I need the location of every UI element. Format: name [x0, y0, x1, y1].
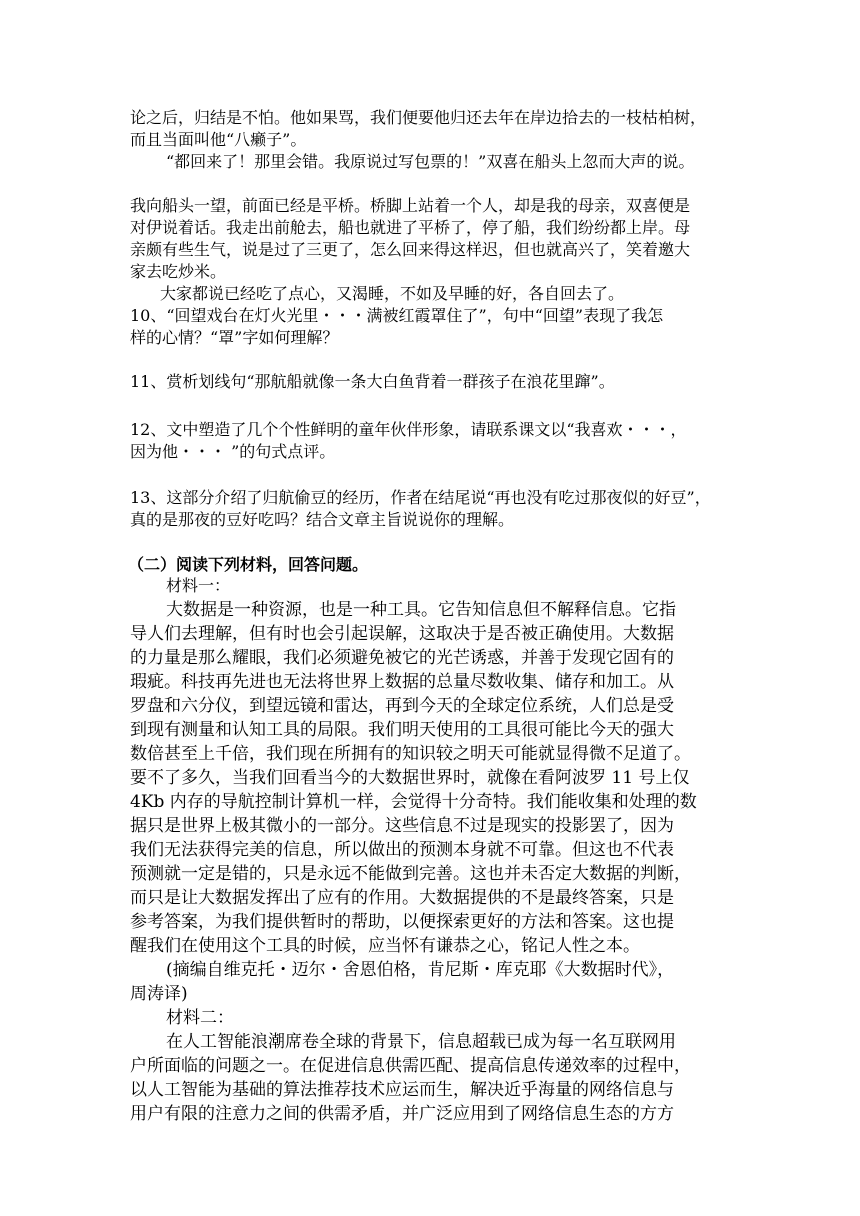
question-13-line: 13、这部分介绍了归航偷豆的经历，作者在结尾说“再也没有吃过那夜似的好豆”，	[130, 488, 711, 507]
material-1-line: 预测就一定是错的，只是永远不能做到完善。这也并未否定大数据的判断，	[130, 864, 691, 884]
material-2-label: 材料二：	[166, 1008, 234, 1028]
material-1-line: 大数据是一种资源，也是一种工具。它告知信息但不解释信息。它指	[166, 600, 676, 620]
material-1-line: 的力量是那么耀眼，我们必须避免被它的光芒诱惑，并善于发现它固有的	[130, 648, 674, 668]
citation-line: 周涛译)	[130, 984, 188, 1004]
material-2-line: 户所面临的问题之一。在促进信息供需匹配、提高信息传递效率的过程中，	[130, 1056, 691, 1076]
material-2-line: 在人工智能浪潮席卷全球的背景下，信息超载已成为每一名互联网用	[166, 1032, 676, 1052]
story-line: 家去吃炒米。	[130, 262, 227, 281]
material-1-line: 醒我们在使用这个工具的时候，应当怀有谦恭之心，铭记人性之本。	[130, 936, 640, 956]
story-line: 我向船头一望，前面已经是平桥。桥脚上站着一个人，却是我的母亲，双喜便是	[130, 196, 691, 215]
story-line: 大家都说已经吃了点心，又渴睡，不如及早睡的好，各自回去了。	[160, 284, 625, 303]
material-1-line: 罗盘和六分仪，到望远镜和雷达，再到今天的全球定位系统，人们总是受	[130, 696, 674, 716]
material-1-label: 材料一：	[166, 576, 231, 595]
material-1-line: 要不了多久，当我们回看当今的大数据世界时，就像在看阿波罗 11 号上仅	[130, 768, 690, 788]
material-1-line: 而只是让大数据发挥出了应有的作用。大数据提供的不是最终答案，只是	[130, 888, 674, 908]
material-2-line: 用户有限的注意力之间的供需矛盾，并广泛应用到了网络信息生态的方方	[130, 1104, 674, 1124]
story-line: 对伊说着话。我走出前舱去，船也就进了平桥了，停了船，我们纷纷都上岸。母	[130, 218, 691, 237]
story-line: 论之后，归结是不怕。他如果骂，我们便要他归还去年在岸边拾去的一枝枯柏树，	[130, 108, 707, 127]
question-12-line: 因为他・・・ ”的句式点评。	[130, 442, 336, 461]
story-line: “都回来了！那里会错。我原说过写包票的！”双喜在船头上忽而大声的说。	[166, 152, 695, 171]
material-1-line: 据只是世界上极其微小的一部分。这些信息不过是现实的投影罢了，因为	[130, 816, 674, 836]
material-1-line: 参考答案，为我们提供暂时的帮助，以便探索更好的方法和答案。这也提	[130, 912, 674, 932]
question-12-line: 12、文中塑造了几个个性鲜明的童年伙伴形象，请联系课文以“我喜欢・・・，	[130, 420, 687, 439]
material-1-line: 我们无法获得完美的信息，所以做出的预测本身就不可靠。但这也不代表	[130, 840, 674, 860]
question-11: 11、赏析划线句“那航船就像一条大白鱼背着一群孩子在浪花里蹿”。	[130, 372, 615, 391]
question-10-line: 10、“回望戏台在灯火光里・・・满被红霞罩住了”，句中“回望”表现了我怎	[130, 306, 664, 325]
citation-line: (摘编自维克托・迈尔・舍恩伯格，肯尼斯・库克耶《大数据时代》，	[166, 960, 675, 980]
material-1-line: 4Kb 内存的导航控制计算机一样，会觉得十分奇特。我们能收集和处理的数	[130, 792, 697, 812]
material-1-line: 到现有测量和认知工具的局限。我们明天使用的工具很可能比今天的强大	[130, 720, 674, 740]
story-line: 亲颇有些生气，说是过了三更了，怎么回来得这样迟，但也就高兴了，笑着邀大	[130, 240, 691, 259]
question-13-line: 真的是那夜的豆好吃吗？结合文章主旨说说你的理解。	[130, 510, 515, 529]
material-2-line: 以人工智能为基础的算法推荐技术应运而生，解决近乎海量的网络信息与	[130, 1080, 674, 1100]
material-1-line: 数倍甚至上千倍，我们现在所拥有的知识较之明天可能就显得微不足道了。	[130, 744, 691, 764]
material-1-line: 导人们去理解，但有时也会引起误解，这取决于是否被正确使用。大数据	[130, 624, 674, 644]
story-line: 而且当面叫他“八癞子”。	[130, 130, 307, 149]
material-1-line: 瑕疵。科技再先进也无法将世界上数据的总量尽数收集、储存和加工。从	[130, 672, 674, 692]
section-heading: （二）阅读下列材料，回答问题。	[128, 555, 369, 574]
question-10-line: 样的心情？“罩”字如何理解？	[130, 328, 339, 347]
